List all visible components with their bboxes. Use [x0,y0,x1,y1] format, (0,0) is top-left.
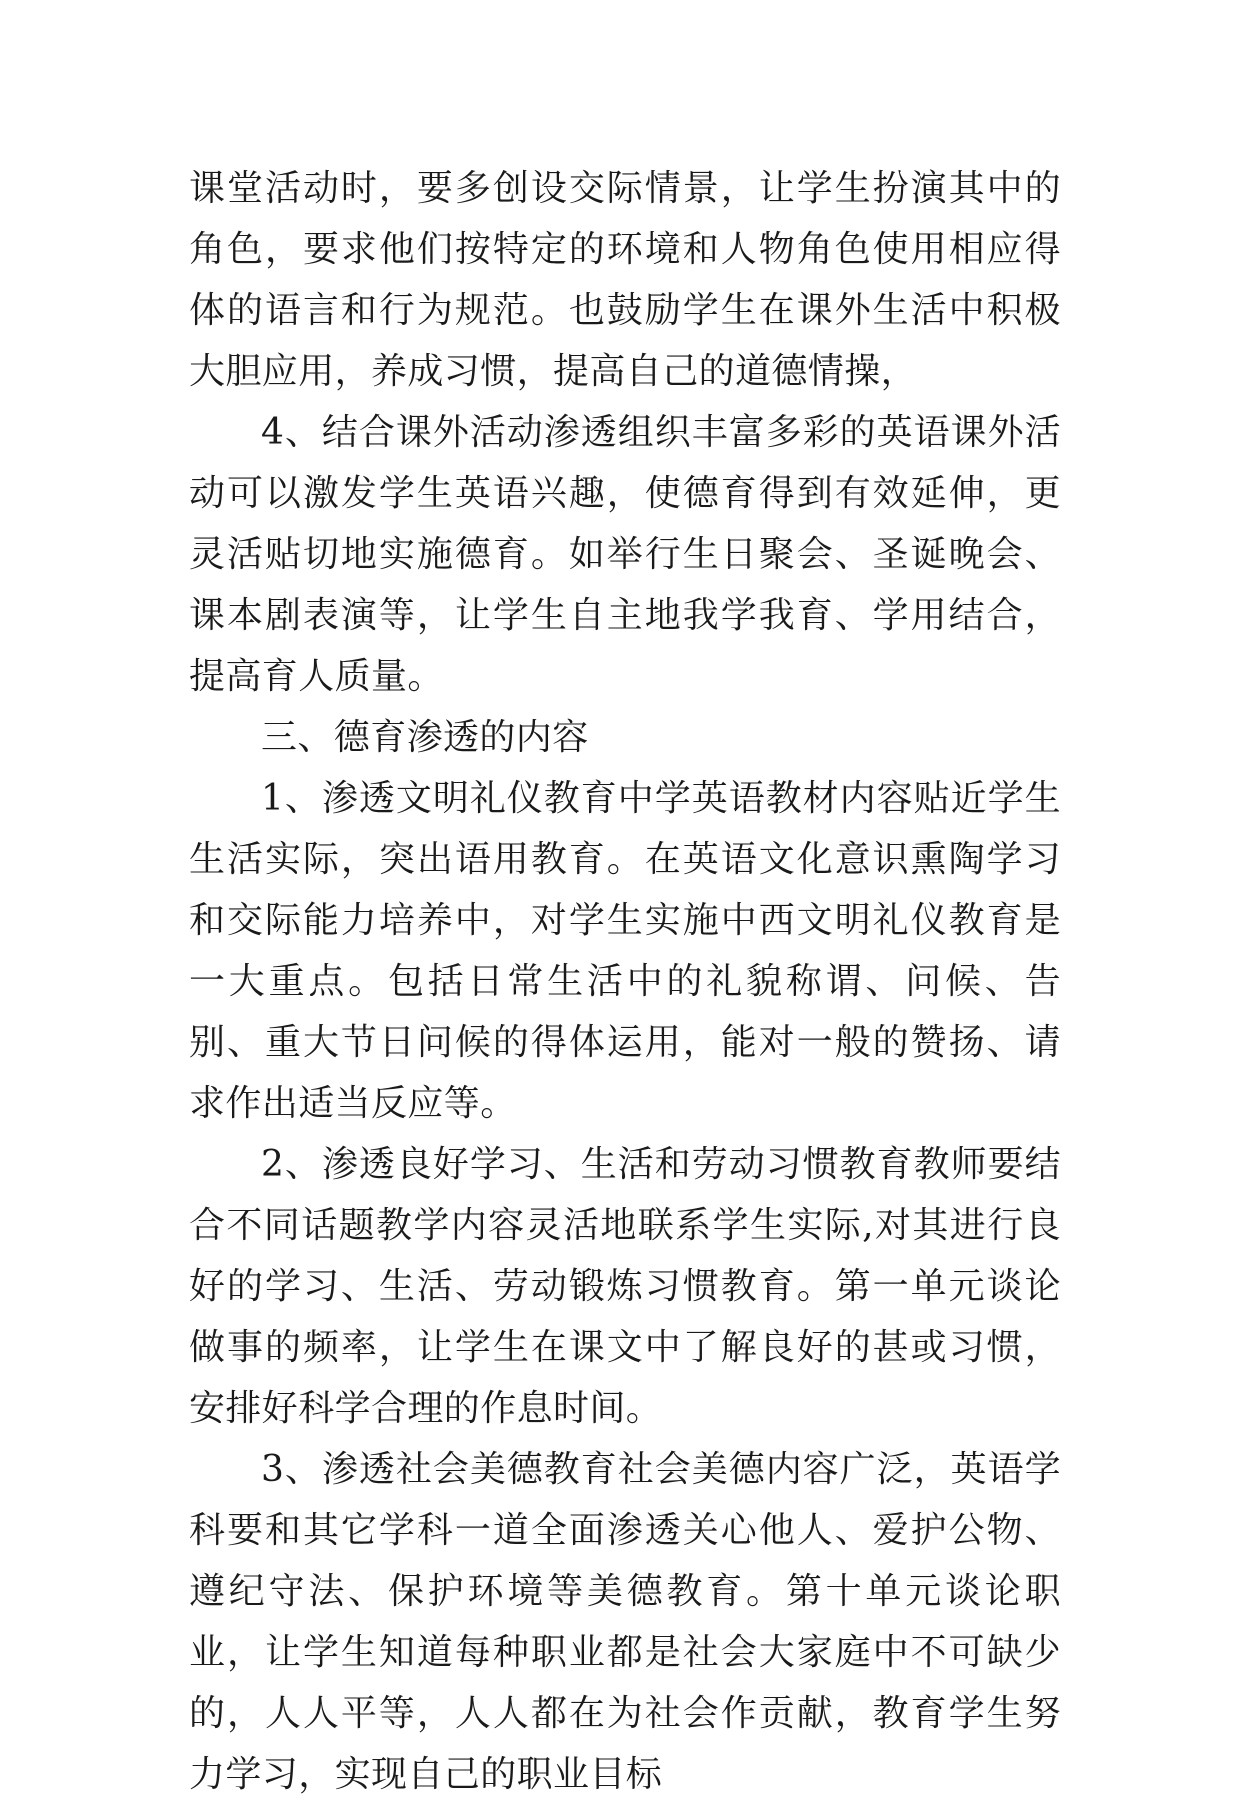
paragraph-extracurricular-activities: 4、结合课外活动渗透组织丰富多彩的英语课外活动可以激发学生英语兴趣，使德育得到有效延伸，更灵活贴切地实施德育。如举行生日聚会、圣诞晚会、课本剧表演等，让学生自主地我学我育、学用结合，提高育人质量。 [189,412,1061,697]
paragraph-habit-education: 2、渗透良好学习、生活和劳动习惯教育教师要结合不同话题教学内容灵活地联系学生实际,对其进行良好的学习、生活、劳动锻炼习惯教育。第一单元谈论做事的频率，让学生在课文中了解良好的甚或习惯，安排好科学合理的作息时间。 [189,1144,1061,1429]
paragraph-social-virtue-education: 3、渗透社会美德教育社会美德内容广泛，英语学科要和其它学科一道全面渗透关心他人、爱护公物、遵纪守法、保护环境等美德教育。第十单元谈论职业，让学生知道每种职业都是社会大家庭中不可缺少的，人人平等，人人都在为社会作贡献，教育学生努力学习，实现自己的职业目标 [189,1449,1061,1795]
document-body [189,158,1061,1805]
paragraph-etiquette-education: 1、渗透文明礼仪教育中学英语教材内容贴近学生生活实际，突出语用教育。在英语文化意识熏陶学习和交际能力培养中，对学生实施中西文明礼仪教育是一大重点。包括日常生活中的礼貌称谓、问候、告别、重大节日问候的得体运用，能对一般的赞扬、请求作出适当反应等。 [189,778,1061,1124]
paragraph-classroom-activities: 课堂活动时，要多创设交际情景，让学生扮演其中的角色，要求他们按特定的环境和人物角色使用相应得体的语言和行为规范。也鼓励学生在课外生活中积极大胆应用，养成习惯，提高自己的道德情操， [189,168,1061,392]
section-heading-moral-education-content: 三、德育渗透的内容 [261,717,589,758]
